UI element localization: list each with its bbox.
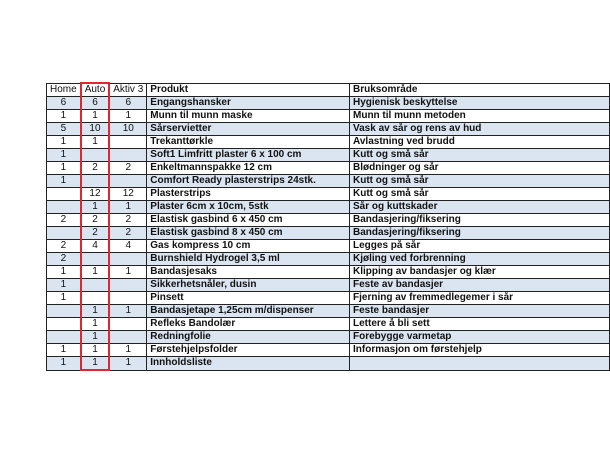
cell-bruksomrade: Kutt og små sår bbox=[350, 188, 610, 201]
cell-auto bbox=[81, 279, 110, 292]
table-row bbox=[47, 175, 610, 188]
table-row bbox=[47, 331, 610, 344]
cell-produkt: Elastisk gasbind 6 x 450 cm bbox=[147, 214, 350, 227]
cell-produkt: Redningfolie bbox=[147, 331, 350, 344]
table-row bbox=[47, 305, 610, 318]
cell-aktiv bbox=[109, 253, 147, 266]
cell-produkt: Plaster 6cm x 10cm, 5stk bbox=[147, 201, 350, 214]
header-aktiv: Aktiv 3 bbox=[109, 83, 147, 97]
cell-bruksomrade: Informasjon om førstehjelp bbox=[350, 344, 610, 357]
cell-bruksomrade: Bandasjering/fiksering bbox=[350, 214, 610, 227]
cell-auto: 1 bbox=[81, 201, 110, 214]
cell-produkt: Engangshansker bbox=[147, 97, 350, 110]
cell-auto: 6 bbox=[81, 97, 110, 110]
cell-aktiv bbox=[109, 318, 147, 331]
cell-produkt: Bandasjesaks bbox=[147, 266, 350, 279]
header-home: Home bbox=[47, 83, 81, 97]
cell-auto: 4 bbox=[81, 240, 110, 253]
cell-home: 1 bbox=[47, 136, 81, 149]
cell-produkt: Gas kompress 10 cm bbox=[147, 240, 350, 253]
cell-produkt: Munn til munn maske bbox=[147, 110, 350, 123]
cell-produkt: Refleks Bandolær bbox=[147, 318, 350, 331]
cell-bruksomrade: Fjerning av fremmedlegemer i sår bbox=[350, 292, 610, 305]
cell-home: 1 bbox=[47, 292, 81, 305]
cell-home bbox=[47, 318, 81, 331]
cell-aktiv bbox=[109, 292, 147, 305]
table-row bbox=[47, 227, 610, 240]
table-row bbox=[47, 240, 610, 253]
cell-bruksomrade: Kutt og små sår bbox=[350, 175, 610, 188]
cell-produkt: Soft1 Limfritt plaster 6 x 100 cm bbox=[147, 149, 350, 162]
cell-home: 1 bbox=[47, 149, 81, 162]
header-bruksomrade: Bruksområde bbox=[350, 83, 610, 97]
cell-home: 2 bbox=[47, 214, 81, 227]
cell-home: 1 bbox=[47, 279, 81, 292]
cell-home: 1 bbox=[47, 110, 81, 123]
cell-bruksomrade: Forebygge varmetap bbox=[350, 331, 610, 344]
table-row bbox=[47, 162, 610, 175]
cell-aktiv: 1 bbox=[109, 357, 147, 371]
cell-auto bbox=[81, 292, 110, 305]
cell-aktiv: 2 bbox=[109, 227, 147, 240]
cell-home: 5 bbox=[47, 123, 81, 136]
cell-produkt: Elastisk gasbind 8 x 450 cm bbox=[147, 227, 350, 240]
cell-aktiv: 10 bbox=[109, 123, 147, 136]
cell-auto: 1 bbox=[81, 357, 110, 371]
cell-produkt: Pinsett bbox=[147, 292, 350, 305]
cell-bruksomrade: Kjøling ved forbrenning bbox=[350, 253, 610, 266]
cell-home bbox=[47, 331, 81, 344]
cell-bruksomrade: Sår og kuttskader bbox=[350, 201, 610, 214]
cell-auto: 1 bbox=[81, 305, 110, 318]
cell-aktiv: 1 bbox=[109, 344, 147, 357]
cell-bruksomrade: Lettere å bli sett bbox=[350, 318, 610, 331]
cell-auto: 1 bbox=[81, 266, 110, 279]
table-row bbox=[47, 149, 610, 162]
cell-aktiv: 2 bbox=[109, 162, 147, 175]
table-row bbox=[47, 318, 610, 331]
cell-auto: 2 bbox=[81, 162, 110, 175]
cell-auto: 10 bbox=[81, 123, 110, 136]
cell-auto: 1 bbox=[81, 136, 110, 149]
header-row bbox=[47, 83, 610, 97]
cell-bruksomrade: Kutt og små sår bbox=[350, 149, 610, 162]
cell-home: 6 bbox=[47, 97, 81, 110]
cell-auto: 1 bbox=[81, 318, 110, 331]
cell-produkt: Comfort Ready plasterstrips 24stk. bbox=[147, 175, 350, 188]
cell-bruksomrade: Bandasjering/fiksering bbox=[350, 227, 610, 240]
cell-aktiv: 1 bbox=[109, 305, 147, 318]
cell-aktiv bbox=[109, 279, 147, 292]
cell-produkt: Enkeltmannspakke 12 cm bbox=[147, 162, 350, 175]
contents-table bbox=[46, 82, 610, 371]
cell-auto: 2 bbox=[81, 227, 110, 240]
cell-home: 2 bbox=[47, 240, 81, 253]
cell-auto: 1 bbox=[81, 110, 110, 123]
cell-bruksomrade bbox=[350, 357, 610, 371]
header-produkt: Produkt bbox=[147, 83, 350, 97]
cell-bruksomrade: Hygienisk beskyttelse bbox=[350, 97, 610, 110]
cell-home: 1 bbox=[47, 162, 81, 175]
cell-bruksomrade: Klipping av bandasjer og klær bbox=[350, 266, 610, 279]
cell-bruksomrade: Avlastning ved brudd bbox=[350, 136, 610, 149]
table-row bbox=[47, 110, 610, 123]
table-row bbox=[47, 136, 610, 149]
cell-home: 1 bbox=[47, 357, 81, 371]
table-row bbox=[47, 188, 610, 201]
cell-home: 1 bbox=[47, 266, 81, 279]
cell-aktiv: 1 bbox=[109, 110, 147, 123]
cell-produkt: Førstehjelpsfolder bbox=[147, 344, 350, 357]
cell-produkt: Plasterstrips bbox=[147, 188, 350, 201]
table-row bbox=[47, 253, 610, 266]
cell-home bbox=[47, 305, 81, 318]
table-row bbox=[47, 201, 610, 214]
cell-auto: 1 bbox=[81, 331, 110, 344]
cell-aktiv bbox=[109, 136, 147, 149]
cell-produkt: Innholdsliste bbox=[147, 357, 350, 371]
header-auto: Auto bbox=[81, 83, 110, 97]
table-row bbox=[47, 279, 610, 292]
cell-home: 1 bbox=[47, 344, 81, 357]
cell-produkt: Sikkerhetsnåler, dusin bbox=[147, 279, 350, 292]
cell-bruksomrade: Feste bandasjer bbox=[350, 305, 610, 318]
cell-produkt: Trekanttørkle bbox=[147, 136, 350, 149]
cell-auto bbox=[81, 253, 110, 266]
cell-aktiv: 6 bbox=[109, 97, 147, 110]
cell-home: 1 bbox=[47, 175, 81, 188]
cell-aktiv: 1 bbox=[109, 201, 147, 214]
cell-bruksomrade: Blødninger og sår bbox=[350, 162, 610, 175]
cell-home bbox=[47, 201, 81, 214]
cell-aktiv: 12 bbox=[109, 188, 147, 201]
cell-aktiv: 4 bbox=[109, 240, 147, 253]
table-row bbox=[47, 344, 610, 357]
cell-home bbox=[47, 188, 81, 201]
table-row bbox=[47, 123, 610, 136]
table-row bbox=[47, 266, 610, 279]
cell-auto: 12 bbox=[81, 188, 110, 201]
cell-aktiv bbox=[109, 149, 147, 162]
table-row bbox=[47, 292, 610, 305]
cell-home: 2 bbox=[47, 253, 81, 266]
cell-aktiv: 1 bbox=[109, 266, 147, 279]
cell-bruksomrade: Feste av bandasjer bbox=[350, 279, 610, 292]
cell-produkt: Burnshield Hydrogel 3,5 ml bbox=[147, 253, 350, 266]
cell-produkt: Sårservietter bbox=[147, 123, 350, 136]
table-row bbox=[47, 97, 610, 110]
cell-auto bbox=[81, 175, 110, 188]
cell-auto: 2 bbox=[81, 214, 110, 227]
table-row bbox=[47, 357, 610, 371]
cell-aktiv: 2 bbox=[109, 214, 147, 227]
table-row bbox=[47, 214, 610, 227]
cell-aktiv bbox=[109, 331, 147, 344]
cell-aktiv bbox=[109, 175, 147, 188]
cell-auto: 1 bbox=[81, 344, 110, 357]
cell-bruksomrade: Munn til munn metoden bbox=[350, 110, 610, 123]
cell-produkt: Bandasjetape 1,25cm m/dispenser bbox=[147, 305, 350, 318]
cell-home bbox=[47, 227, 81, 240]
cell-bruksomrade: Vask av sår og rens av hud bbox=[350, 123, 610, 136]
cell-auto bbox=[81, 149, 110, 162]
cell-bruksomrade: Legges på sår bbox=[350, 240, 610, 253]
